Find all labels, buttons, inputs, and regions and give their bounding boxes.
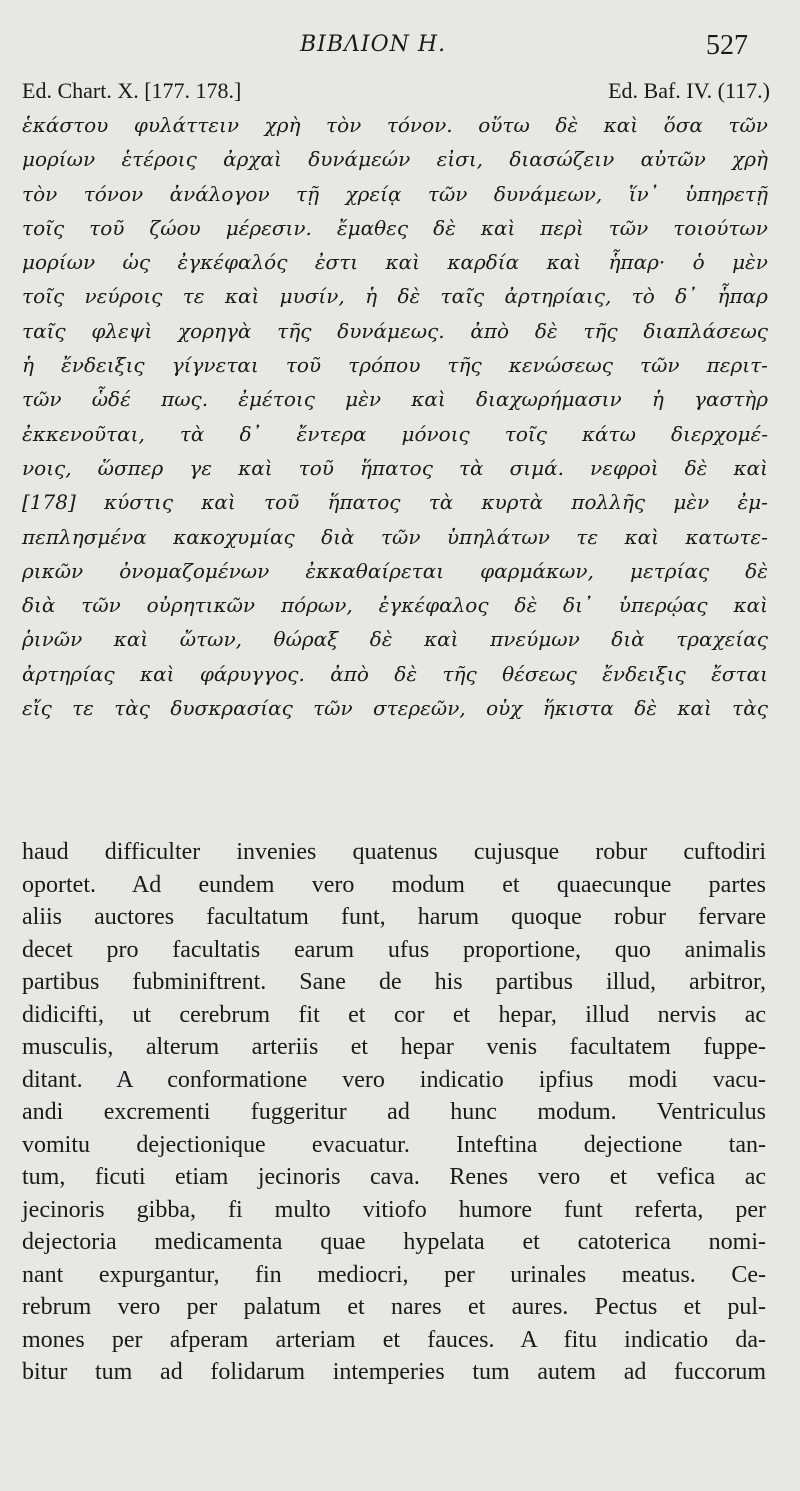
greek-text-line: ἡ ἔνδειξις γίγνεται τοῦ τρόπου τῆς κενώσεως τῶν περιτ- xyxy=(22,353,768,378)
latin-text-line: aliis auctores facultatum funt, harum quoque robur fervare xyxy=(22,904,766,930)
greek-text-line: μορίων ὡς ἐγκέφαλός ἐστι καὶ καρδία καὶ ἧπαρ· ὁ μὲν xyxy=(22,250,768,275)
latin-text-line: jecinoris gibba, fi multo vitiofo humore funt referta, per xyxy=(22,1196,766,1223)
latin-text-line: decet pro facultatis earum ufus proportione, quo animalis xyxy=(22,936,766,963)
latin-text-line: nant expurgantur, fin mediocri, per urinales meatus. Ce- xyxy=(22,1261,766,1288)
edition-reference-basel: Ed. Baf. IV. (117.) xyxy=(608,78,770,103)
latin-text-line: ditant. A conformatione vero indicatio ipfius modi vacu- xyxy=(22,1066,766,1093)
latin-text-line: didicifti, ut cerebrum fit et cor et hepar, illud nervis ac xyxy=(22,1001,766,1028)
greek-text-line: διὰ τῶν οὐρητικῶν πόρων, ἐγκέφαλος δὲ δι᾽ ὑπερῴας καὶ xyxy=(22,593,768,618)
greek-text-line: ῥινῶν καὶ ὤτων, θώραξ δὲ καὶ πνεύμων διὰ τραχείας xyxy=(22,627,768,652)
latin-text-line: oportet. Ad eundem vero modum et quaecunque partes xyxy=(22,871,766,898)
latin-text-line: mones per afperam arteriam et fauces. A fitu indicatio da- xyxy=(22,1326,766,1353)
greek-text-line: ταῖς φλεψὶ χορηγὰ τῆς δυνάμεως. ἀπὸ δὲ τῆς διαπλάσεως xyxy=(22,318,768,343)
greek-text-line: ἑκάστου φυλάττειν χρὴ τὸν τόνον. οὕτω δὲ καὶ ὅσα τῶν xyxy=(22,113,768,137)
latin-text-line: rebrum vero per palatum et nares et aures. Pectus et pul- xyxy=(22,1294,766,1320)
greek-text-line: εἴς τε τὰς δυσκρασίας τῶν στερεῶν, οὐχ ἥκιστα δὲ καὶ τὰς xyxy=(22,696,768,721)
edition-reference-chartier: Ed. Chart. X. [177. 178.] xyxy=(22,78,242,103)
greek-text-line: μορίων ἑτέροις ἀρχαὶ δυνάμεών εἰσι, διασώζειν αὐτῶν χρὴ xyxy=(22,147,768,172)
latin-text-line: musculis, alterum arteriis et hepar venis facultatem fuppe- xyxy=(22,1034,766,1060)
latin-text-line: bitur tum ad folidarum intemperies tum autem ad fuccorum xyxy=(22,1359,766,1385)
edition-reference-line xyxy=(0,78,800,108)
greek-text-line: νοις, ὥσπερ γε καὶ τοῦ ἥπατος τὰ σιμά. νεφροὶ δὲ καὶ xyxy=(22,455,768,480)
greek-text-line: τοῖς νεύροις τε καὶ μυσίν, ἡ δὲ ταῖς ἀρτηρίαις, τὸ δ᾽ ἧπαρ xyxy=(22,284,768,309)
greek-text-line: [178] κύστις καὶ τοῦ ἥπατος τὰ κυρτὰ πολλῆς μὲν ἐμ- xyxy=(22,490,768,515)
greek-text-line: ἐκκενοῦται, τὰ δ᾽ ἔντερα μόνοις τοῖς κάτω διερχομέ- xyxy=(22,421,768,446)
greek-text-line: ρικῶν ὀνομαζομένων ἐκκαθαίρεται φαρμάκων, μετρίας δὲ xyxy=(22,558,768,583)
latin-text-line: andi excrementi fuggeritur ad hunc modum. Ventriculus xyxy=(22,1099,766,1125)
latin-text-line: tum, ficuti etiam jecinoris cava. Renes vero et vefica ac xyxy=(22,1164,766,1190)
greek-text-line: τὸν τόνον ἀνάλογον τῇ χρείᾳ τῶν δυνάμεων, ἵν᾽ ὑπηρετῇ xyxy=(22,181,768,206)
greek-text-line: τῶν ὧδέ πως. ἐμέτοις μὲν καὶ διαχωρήμασιν ἡ γαστὴρ xyxy=(22,387,768,412)
greek-text-line: πεπλησμένα κακοχυμίας διὰ τῶν ὑπηλάτων τε καὶ κατωτε- xyxy=(22,524,768,549)
latin-text-line: dejectoria medicamenta quae hypelata et catoterica nomi- xyxy=(22,1229,766,1255)
running-head-title: ΒΙΒΛΙΟΝ Η. xyxy=(300,32,447,57)
latin-text-line: vomitu dejectionique evacuatur. Inteftina dejectione tan- xyxy=(22,1131,766,1158)
greek-text-block xyxy=(22,108,768,725)
running-head xyxy=(0,30,800,66)
page-number: 527 xyxy=(706,30,748,61)
latin-text-block xyxy=(22,836,766,1389)
greek-text-line: ἀρτηρίας καὶ φάρυγγος. ἀπὸ δὲ τῆς θέσεως ἔνδειξις ἔσται xyxy=(22,661,768,686)
latin-text-line: partibus fubminiftrent. Sane de his partibus illud, arbitror, xyxy=(22,969,766,995)
greek-text-line: τοῖς τοῦ ζώου μέρεσιν. ἔμαθες δὲ καὶ περὶ τῶν τοιούτων xyxy=(22,215,768,240)
latin-text-line: haud difficulter invenies quatenus cujusque robur cuftodiri xyxy=(22,839,766,865)
